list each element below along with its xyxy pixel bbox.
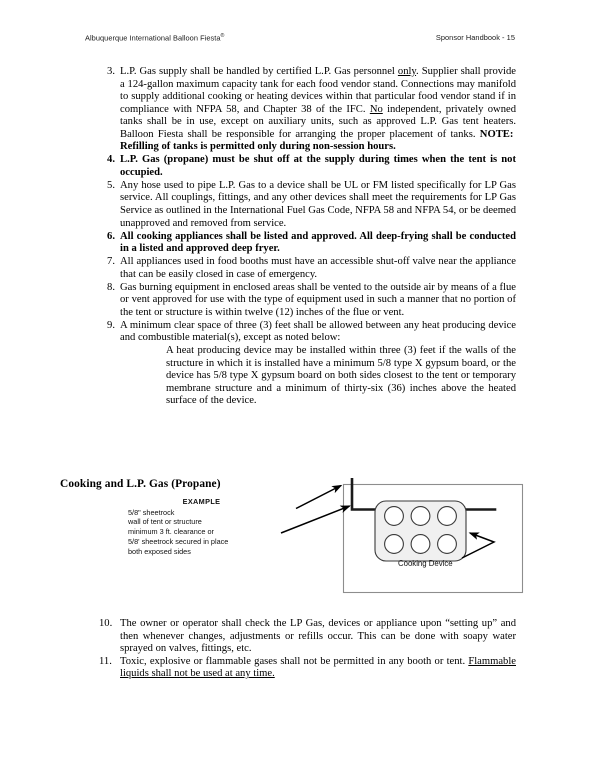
list-item-text: A minimum clear space of three (3) feet shall be allowed between any heat producing device and combustible material(s), except as noted below: xyxy=(120,319,516,344)
list-item-text: The owner or operator shall check the LP Gas, devices or appliance upon “setting up” and then whenever changes, adjustments or refills occur. This can be done with soapy water sprayed on valves, fittings, etc. xyxy=(120,618,516,655)
list-item-text: Toxic, explosive or flammable gases shall not be permitted in any booth or tent. Flammable liquids shall not be used at any time. xyxy=(120,655,516,680)
list-item xyxy=(99,282,516,320)
list-item-number: 5. xyxy=(107,179,115,191)
list-item-number: 10. xyxy=(99,618,113,629)
list-item xyxy=(99,256,516,281)
list-item-number: 8. xyxy=(107,281,115,293)
header-organization-name: Albuquerque International Balloon Fiesta xyxy=(85,33,221,43)
figure-section xyxy=(0,478,600,603)
registered-trademark-symbol: ® xyxy=(220,33,225,39)
example-line-3: minimum 3 ft. clearance or xyxy=(128,527,214,537)
list-item-number: 9. xyxy=(107,319,115,331)
section-heading: Cooking and L.P. Gas (Propane) xyxy=(60,478,221,490)
clearance-diagram xyxy=(0,478,600,603)
example-line-4: 5/8' sheetrock secured in place xyxy=(128,536,229,546)
list-item-number: 3. xyxy=(107,66,115,77)
list-item xyxy=(99,656,516,681)
burner-1 xyxy=(385,507,404,526)
example-label: EXAMPLE xyxy=(182,497,221,506)
example-line-1: 5/8" sheetrock xyxy=(128,507,175,517)
list-item xyxy=(99,320,516,408)
list-item-subparagraph: A heat producing device may be installed within three (3) feet if the walls of the structure in which it is installed have a minimum 5/8 type X gypsum board, or the device has 5/8 type X gypsum board on both sides closest to the tent or temporary membrane structure and a minimum of thirty-six (36) inches above the heated surface of the device. xyxy=(166,345,516,407)
header-left-text xyxy=(85,33,224,42)
list-item-text: Gas burning equipment in enclosed areas shall be vented to the outside air by means of a flue or vent approved for use with the type of equipment used in such a manner that no portion of the tent or structure is within twelve (12) inches of the flue or vent. xyxy=(120,281,516,318)
list-item-text: Any hose used to pipe L.P. Gas to a device shall be UL or FM listed specifically for LP Gas service. All couplings, fittings, and any other devices shall meet the requirements for LP Gas Service as outlined in the International Fuel Gas Code, NFPA 58 and NFPA 54, or be deemed unapproved and removed from service. xyxy=(120,179,516,229)
main-content-list xyxy=(99,66,516,408)
list-item xyxy=(99,66,516,154)
burner-3 xyxy=(438,507,457,526)
list-item-text: L.P. Gas (propane) must be shut off at the supply during times when the tent is not occupied. xyxy=(120,154,516,178)
list-item xyxy=(99,154,516,179)
example-line-2: wall of tent or structure xyxy=(128,517,202,527)
regulations-list xyxy=(99,66,516,408)
burner-6 xyxy=(438,535,457,554)
list-item xyxy=(99,618,516,656)
list-item-number: 7. xyxy=(107,256,115,268)
list-item-number: 4. xyxy=(107,154,115,166)
regulations-list-continued xyxy=(99,618,516,681)
example-line-5: both exposed sides xyxy=(128,546,191,556)
list-item-text: All cooking appliances shall be listed and approved. All deep-frying shall be conducted in a listed and approved deep fryer. xyxy=(120,230,516,255)
burner-5 xyxy=(411,535,430,554)
header-right-text: Sponsor Handbook - 15 xyxy=(435,33,515,43)
list-item-text: All appliances used in food booths must have an accessible shut-off valve near the appliance that can be easily closed in case of emergency. xyxy=(120,256,516,280)
list-item xyxy=(99,180,516,230)
burner-2 xyxy=(411,507,430,526)
burner-4 xyxy=(385,535,404,554)
leader-arrow-to-sheetrock xyxy=(281,506,350,533)
list-item xyxy=(99,231,516,256)
cooking-device-label: Cooking Device xyxy=(398,559,453,568)
leader-arrow-to-enclosure xyxy=(296,486,341,509)
running-header xyxy=(85,33,515,42)
list-item-number: 6. xyxy=(107,230,115,242)
list-item-text: L.P. Gas supply shall be handled by certified L.P. Gas personnel only. Supplier shall provide a 124-gallon maximum capacity tank for each food vendor stand. Connections may manifold to supply additional cooking or heating devices within that particular food vendor stand if in compliance with NFPA 58, and Chapter 38 of the IFC. No independent, privately owned tanks shall be in use, except on auxiliary units, such as approved L.P. Gas tent heaters. Balloon Fiesta shall be responsible for arranging the proper placement of tanks. NOTE: Refilling of tanks is permitted only during non-session hours. xyxy=(120,66,516,153)
list-item-number: 11. xyxy=(99,655,112,667)
tail-content-list xyxy=(99,618,516,681)
